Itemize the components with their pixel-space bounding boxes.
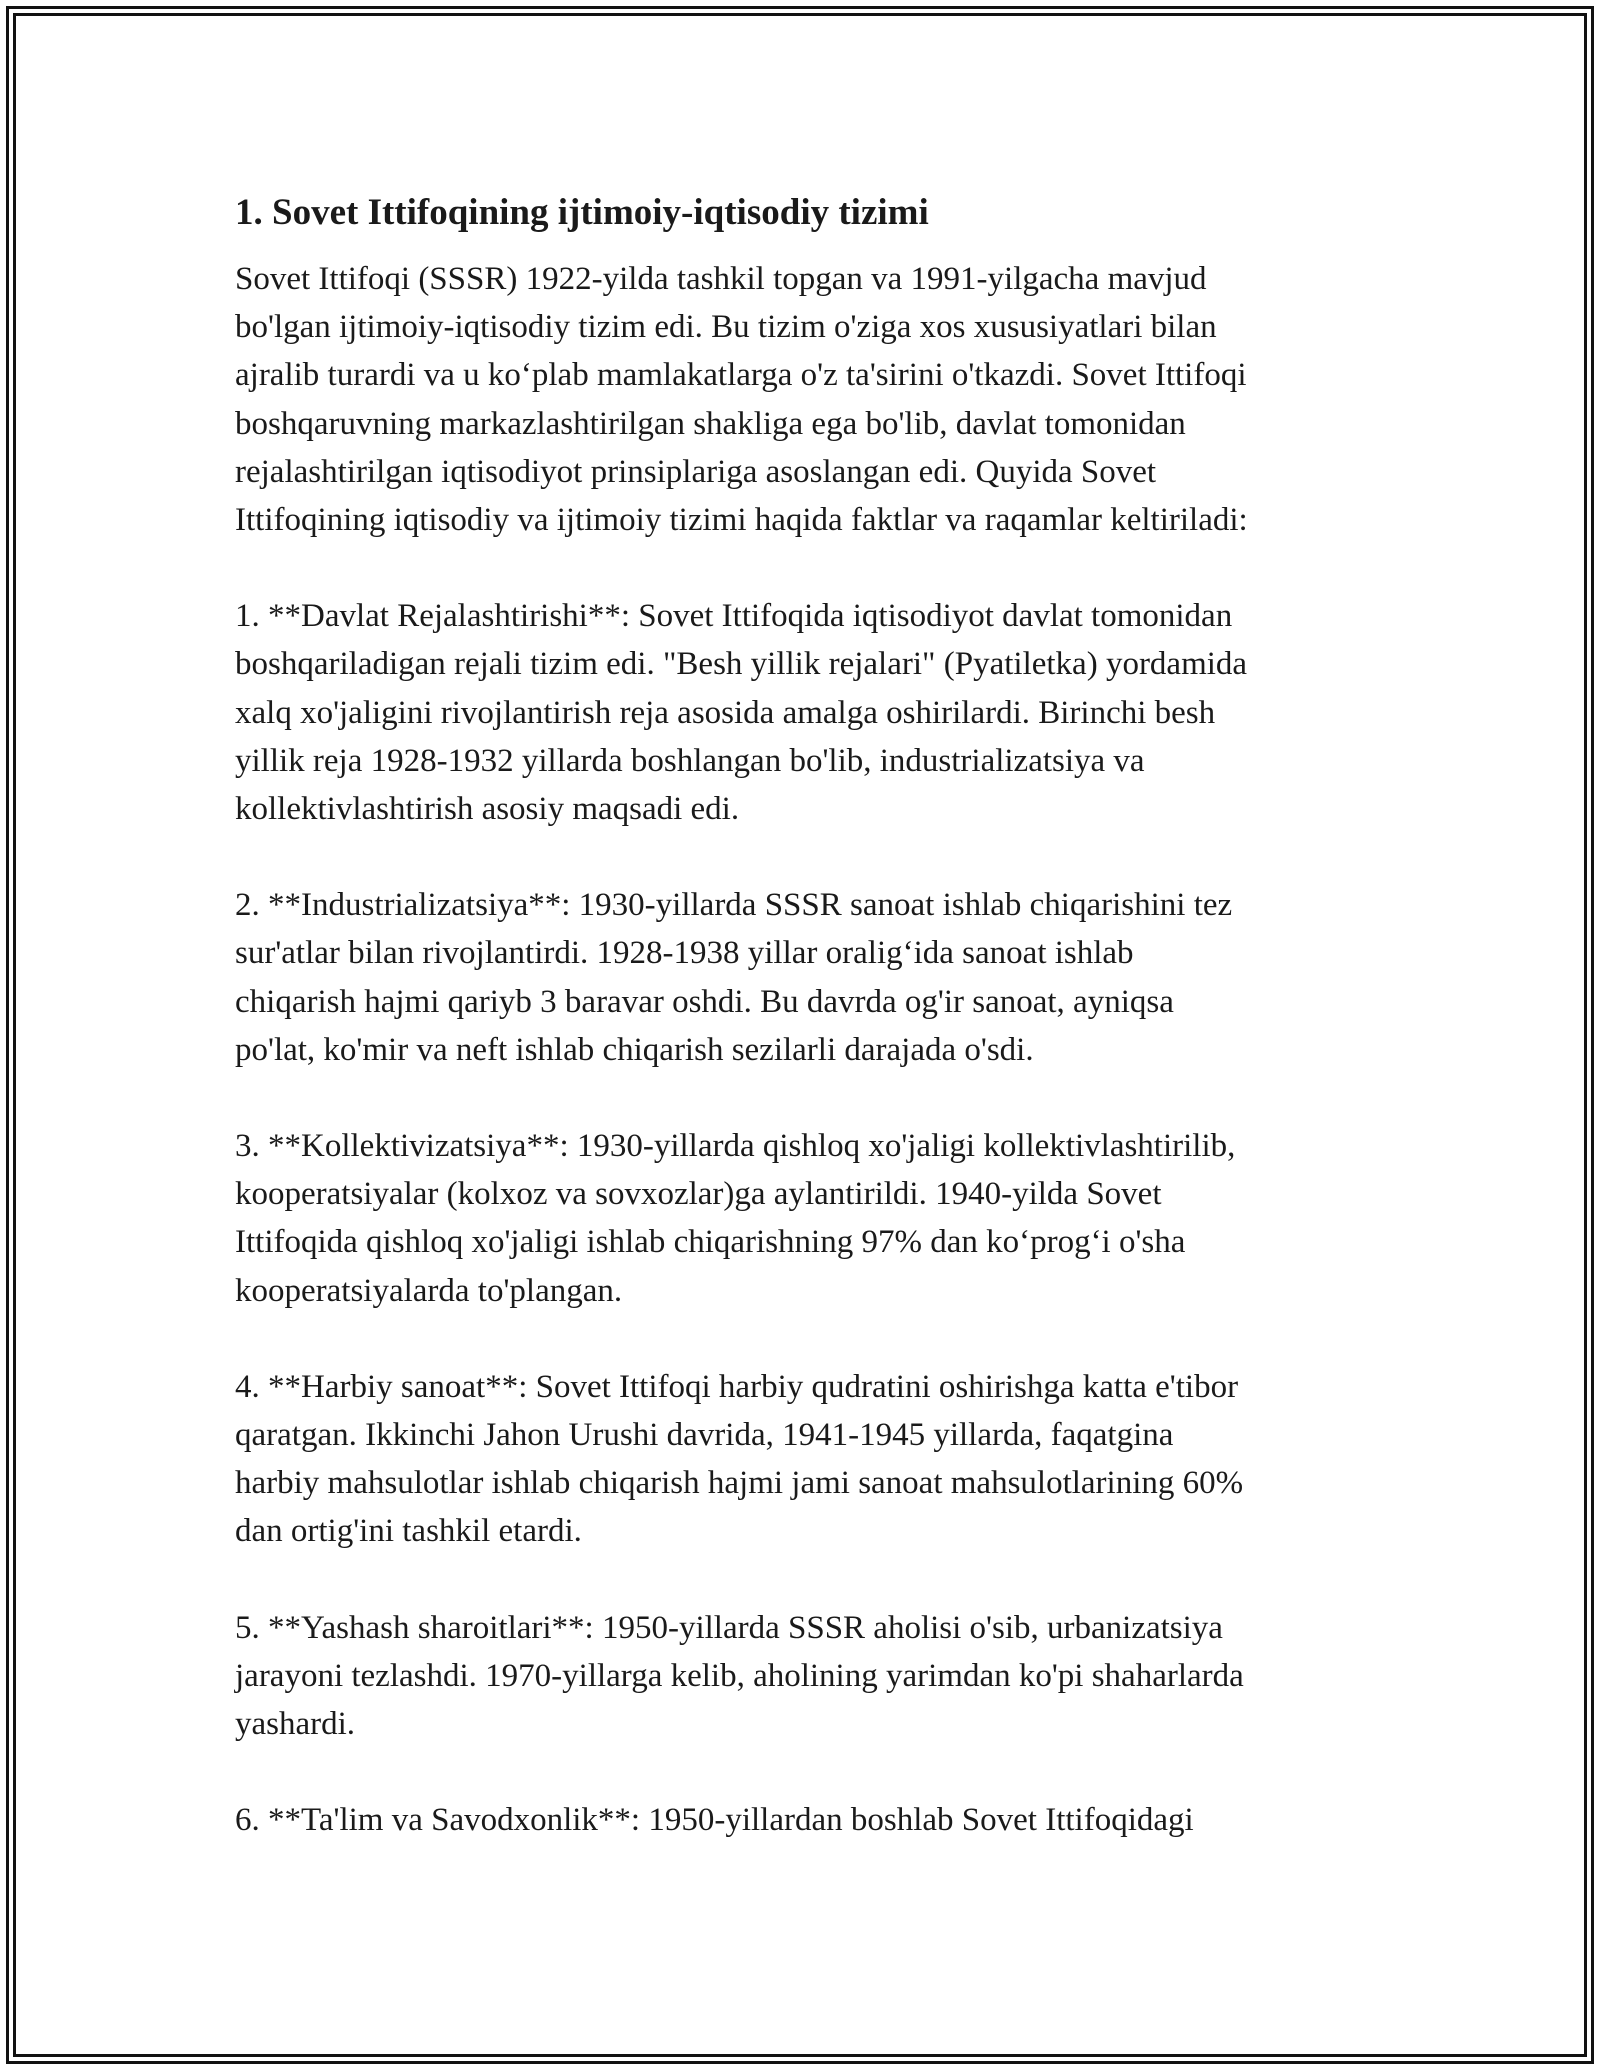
section-title: 1. Sovet Ittifoqining ijtimoiy-iqtisodiy tizimi: [235, 192, 929, 233]
list-item-yashash-sharoitlari: 5. **Yashash sharoitlari**: 1950-yillarda SSSR aholisi o'sib, urbanizatsiya jarayoni tezlashdi. 1970-yillarga kelib, aholining yarimdan ko'pi shaharlarda yashardi.: [235, 1609, 1244, 1743]
list-item-talim-savodxonlik: 6. **Ta'lim va Savodxonlik**: 1950-yillardan boshlab Sovet Ittifoqidagi: [235, 1802, 1194, 1839]
document-body: [235, 188, 1365, 1844]
list-item-davlat-rejalashtirishi: 1. **Davlat Rejalashtirishi**: Sovet Ittifoqida iqtisodiyot davlat tomonidan boshqariladigan rejali tizim edi. "Besh yillik rejalari" (Pyatiletka) yordamida xalq xo'jaligini rivojlantirish reja asosida amalga oshirilardi. Birinchi besh yillik reja 1928-1932 yillarda boshlangan bo'lib, industrializatsiya va kollektivlashtirish asosiy maqsadi edi.: [235, 598, 1248, 828]
list-item-kollektivizatsiya: 3. **Kollektivizatsiya**: 1930-yillarda qishloq xo'jaligi kollektivlashtirilib, kooperatsiyalar (kolxoz va sovxozlar)ga aylantirildi. 1940-yilda Sovet Ittifoqida qishloq xo'jaligi ishlab chiqarishning 97% dan ko‘prog‘i o'sha kooperatsiyalarda to'plangan.: [235, 1128, 1236, 1309]
intro-paragraph: Sovet Ittifoqi (SSSR) 1922-yilda tashkil topgan va 1991-yilgacha mavjud bo'lgan ijtimoiy-iqtisodiy tizim edi. Bu tizim o'ziga xos xususiyatlari bilan ajralib turardi va u ko‘plab mamlakatlarga o'z ta'sirini o'tkazdi. Sovet Ittifoqi boshqaruvning markazlashtirilgan shakliga ega bo'lib, davlat tomonidan rejalashtirilgan iqtisodiyot prinsiplariga asoslangan edi. Quyida Sovet Ittifoqining iqtisodiy va ijtimoiy tizimi haqida faktlar va raqamlar keltiriladi:: [235, 261, 1248, 539]
list-item-industrializatsiya: 2. **Industrializatsiya**: 1930-yillarda SSSR sanoat ishlab chiqarishini tez sur'atlar bilan rivojlantirdi. 1928-1938 yillar oralig‘ida sanoat ishlab chiqarish hajmi qariyb 3 baravar oshdi. Bu davrda og'ir sanoat, ayniqsa po'lat, ko'mir va neft ishlab chiqarish sezilarli darajada o'sdi.: [235, 887, 1233, 1068]
list-item-harbiy-sanoat: 4. **Harbiy sanoat**: Sovet Ittifoqi harbiy qudratini oshirishga katta e'tibor qaratgan. Ikkinchi Jahon Urushi davrida, 1941-1945 yillarda, faqatgina harbiy mahsulotlar ishlab chiqarish hajmi jami sanoat mahsulotlarining 60% dan ortig'ini tashkil etardi.: [235, 1368, 1244, 1550]
